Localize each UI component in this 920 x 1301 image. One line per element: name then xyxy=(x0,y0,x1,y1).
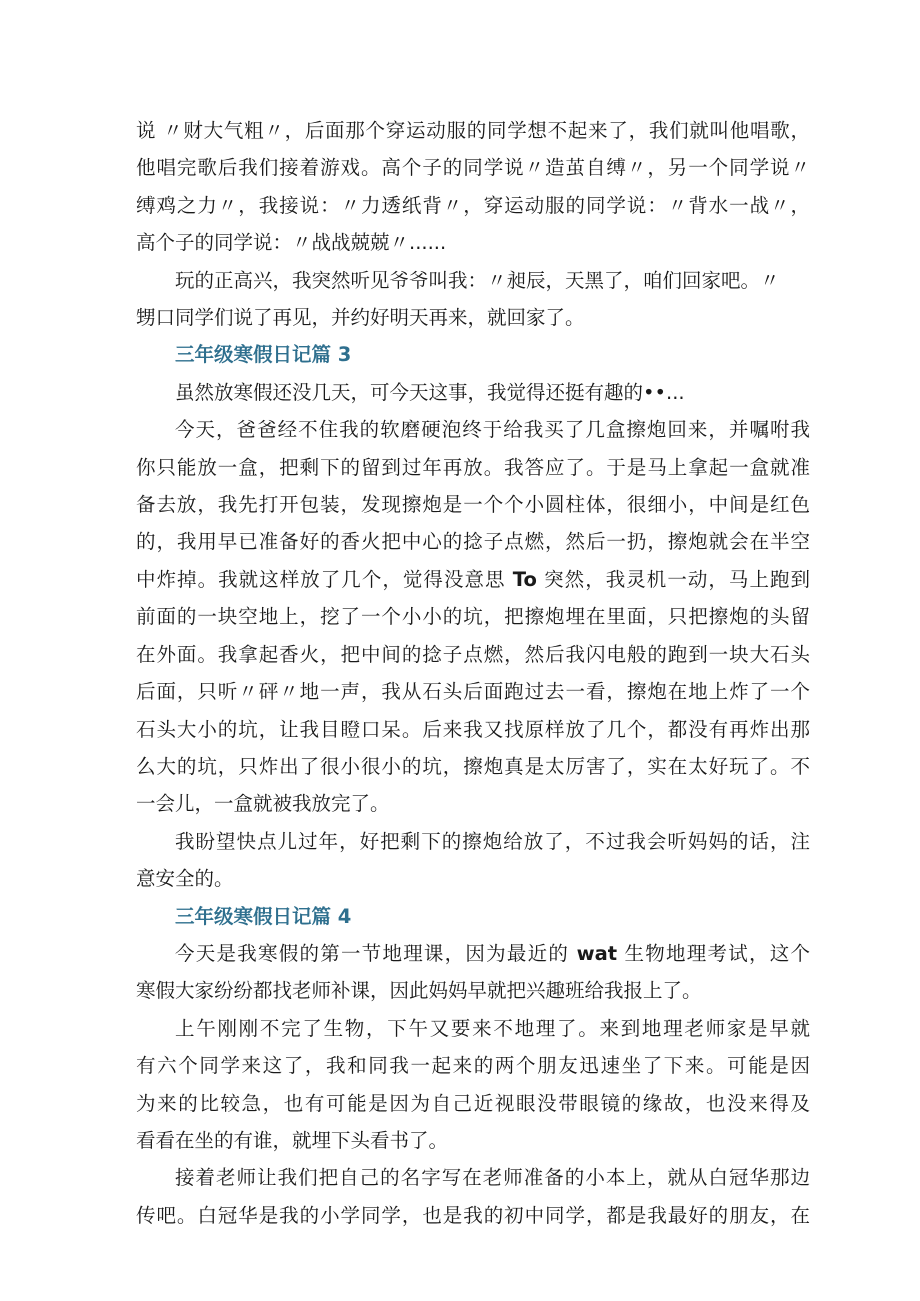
latin-word: wat xyxy=(576,941,618,965)
text-line: 寒假大家纷纷都找老师补课，因此妈妈早就把兴趣班给我报上了。 xyxy=(136,979,702,1003)
text-line: 前面的一块空地上，挖了一个小小的坑，把擦炮埋在里面，只把擦炮的头留 xyxy=(136,605,810,629)
text-line: 甥口同学们说了再见，并约好明天再来，就回家了。 xyxy=(136,306,585,330)
text-line: 高个子的同学说：〃战战兢兢〃...... xyxy=(136,231,447,255)
text-line: 说 〃财大气粗〃，后面那个穿运动服的同学想不起来了，我们就叫他唱歌， xyxy=(136,119,810,142)
text-line: 今天，爸爸经不住我的软磨硬泡终于给我买了几盒擦炮回来，并嘱咐我 xyxy=(175,418,810,442)
text-line: 接着老师让我们把自己的名字写在老师准备的小本上，就从白冠华那边 xyxy=(175,1166,810,1190)
section-heading-3: 三年级寒假日记篇 3 xyxy=(175,343,352,367)
text-line: 看看在坐的有谁，就埋下头看书了。 xyxy=(136,1128,449,1152)
text-line: 一会儿，一盒就被我放完了。 xyxy=(136,792,390,816)
text-line: 为来的比较急，也有可能是因为自己近视眼没带眼镜的缘故，也没来得及 xyxy=(136,1091,810,1115)
text-line xyxy=(136,935,810,972)
text-segment: 今天是我寒假的第一节地理课，因为最近的 xyxy=(175,941,577,965)
text-segment: 生物地理考试，这个 xyxy=(617,941,810,965)
text-line: 他唱完歌后我们接着游戏。高个子的同学说〃造茧自缚〃，另一个同学说〃 xyxy=(136,156,810,180)
diary-text xyxy=(136,112,810,1234)
text-segment: 突然，我灵机一动，马上跑到 xyxy=(536,567,811,591)
text-line: 你只能放一盒，把剩下的留到过年再放。我答应了。于是马上拿起一盒就准 xyxy=(136,455,810,479)
text-line: 缚鸡之力〃，我接说：〃力透纸背〃，穿运动服的同学说：〃背水一战〃， xyxy=(136,193,810,217)
text-line xyxy=(136,561,810,598)
text-line: 虽然放寒假还没几天，可今天这事，我觉得还挺有趣的••... xyxy=(175,380,685,404)
text-line: 的，我用早已准备好的香火把中心的捻子点燃，然后一扔，擦炮就会在半空 xyxy=(136,530,810,554)
text-line: 传吧。白冠华是我的小学同学，也是我的初中同学，都是我最好的朋友，在 xyxy=(136,1203,810,1227)
text-line: 上午刚刚不完了生物，下午又要来不地理了。来到地理老师家是早就 xyxy=(175,1016,810,1040)
text-line: 后面，只听〃砰〃地一声，我从石头后面跑过去一看，擦炮在地上炸了一个 xyxy=(136,680,810,704)
text-line: 我盼望快点儿过年，好把剩下的擦炮给放了，不过我会听妈妈的话，注 xyxy=(175,829,810,853)
text-segment: 中炸掉。我就这样放了几个，觉得没意思 xyxy=(136,567,513,591)
text-line: 有六个同学来这了，我和同我一起来的两个朋友迅速坐了下来。可能是因 xyxy=(136,1054,810,1078)
latin-word: To xyxy=(512,567,537,591)
text-line: 玩的正高兴，我突然听见爷爷叫我：〃昶辰，天黑了，咱们回家吧。〃 xyxy=(175,268,780,292)
text-line: 在外面。我拿起香火，把中间的捻子点燃，然后我闪电般的跑到一块大石头 xyxy=(136,642,810,666)
text-line: 备去放，我先打开包装，发现擦炮是一个个小圆柱体，很细小，中间是红色 xyxy=(136,493,810,517)
section-heading-4: 三年级寒假日记篇 4 xyxy=(175,904,352,928)
text-line: 石头大小的坑，让我目瞪口呆。后来我又找原样放了几个，都没有再炸出那 xyxy=(136,717,810,741)
text-line: 意安全的。 xyxy=(136,867,234,891)
text-line: 么大的坑，只炸出了很小很小的坑，擦炮真是太厉害了，实在太好玩了。不 xyxy=(136,754,810,778)
